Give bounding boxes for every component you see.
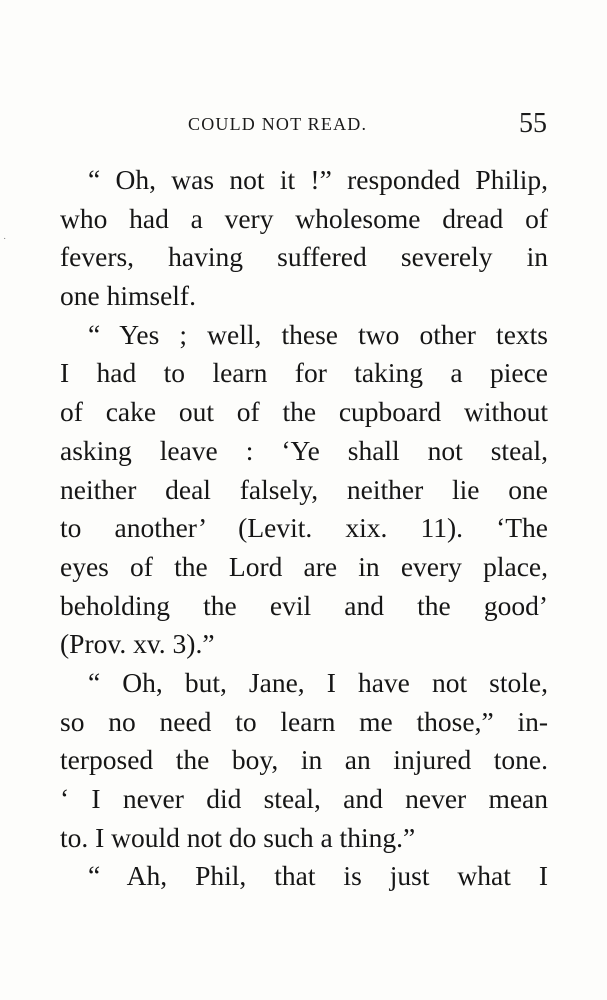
text-line: ‘ I never did steal, and never mean — [60, 783, 548, 814]
text-line: eyes of the Lord are in every place, — [60, 550, 548, 582]
text-line: beholding the evil and the good’ — [60, 589, 548, 621]
text-line: of cake out of the cupboard without — [60, 396, 548, 428]
page-number: 55 — [519, 108, 547, 139]
page-header — [60, 108, 547, 142]
text-line: “ Oh, was not it !” responded Philip, — [88, 164, 548, 195]
body-text — [60, 161, 548, 896]
text-line: “ Oh, but, Jane, I have not stole, — [88, 666, 548, 698]
text-line: to. I would not do such a thing.” — [60, 821, 416, 853]
text-line: one himself. — [60, 280, 196, 312]
running-head: COULD NOT READ. — [188, 114, 368, 134]
text-line: terposed the boy, in an injured tone. — [60, 744, 548, 776]
text-line: so no need to learn me those,” in- — [60, 705, 548, 737]
text-line: neither deal falsely, neither lie one — [60, 473, 548, 505]
text-line: (Prov. xv. 3).” — [60, 628, 215, 660]
text-line: “ Yes ; well, these two other texts — [88, 318, 548, 350]
text-line: who had a very wholesome dread of — [60, 202, 548, 234]
text-line: to another’ (Levit. xix. 11). ‘The — [60, 512, 548, 544]
text-line: asking leave : ‘Ye shall not steal, — [60, 434, 548, 466]
print-speck: ˙ — [3, 237, 7, 248]
text-line: I had to learn for taking a piece — [60, 357, 548, 389]
text-line: “ Ah, Phil, that is just what I — [88, 860, 548, 892]
text-line: fevers, having suffered severely in — [60, 241, 548, 273]
